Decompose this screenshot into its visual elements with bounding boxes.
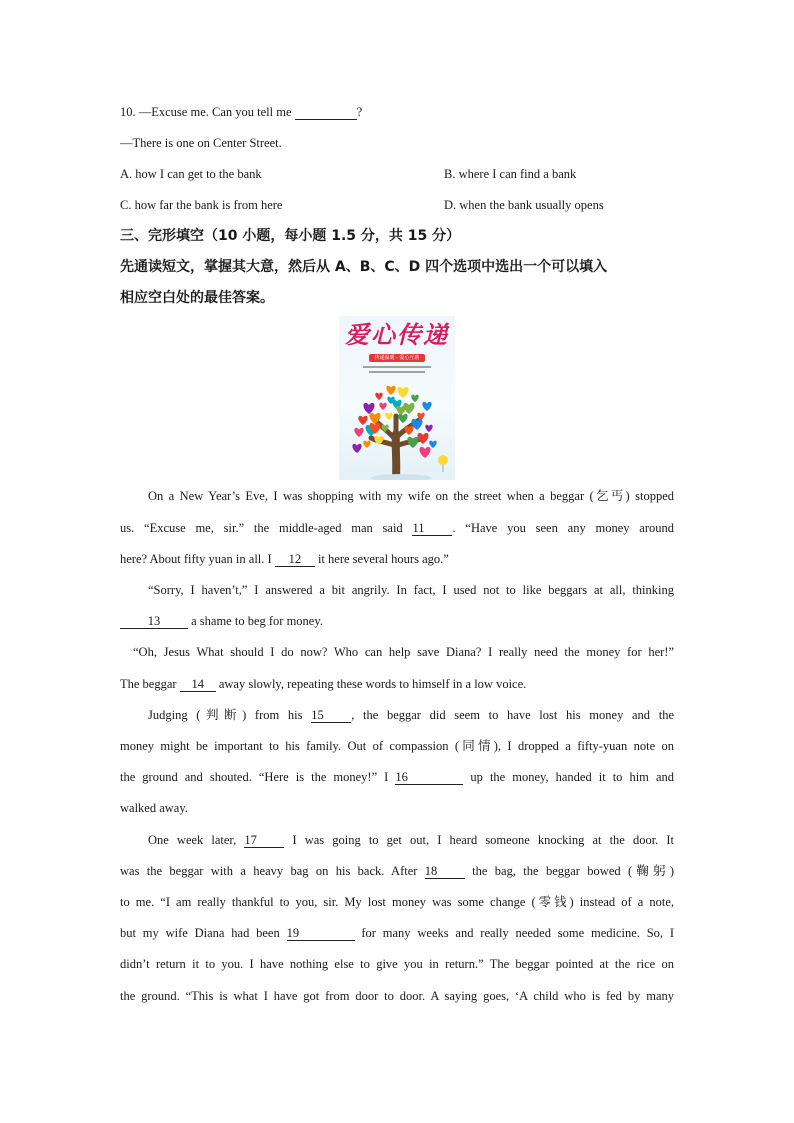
- passage-line-10: [120, 769, 674, 785]
- text-segment: was the beggar with a heavy bag on his back. After: [120, 864, 418, 878]
- text-segment: One week later,: [148, 833, 237, 847]
- section-instruction-1: 先通读短文，掌握其大意，然后从 A、B、C、D 四个选项中选出一个可以填入: [120, 259, 608, 275]
- text-segment: it here several hours ago.”: [317, 552, 449, 566]
- heart-shape: [419, 447, 430, 458]
- text-segment: , the beggar did seem to have lost his money and the: [351, 708, 675, 722]
- section-instruction-2: 相应空白处的最佳答案。: [120, 290, 274, 306]
- option-d: D. when the bank usually opens: [444, 198, 604, 212]
- passage-line-8: [148, 707, 674, 723]
- passage-line-13: [120, 863, 674, 879]
- blank-12: 12: [275, 553, 315, 567]
- poster-title: 爱心传递: [345, 320, 449, 349]
- heart-shape: [386, 386, 395, 395]
- heart-shape: [379, 403, 386, 410]
- passage-line-7: [120, 676, 526, 692]
- text-segment: the bag, the beggar bowed (鞠躬): [472, 864, 674, 878]
- blank-19: 19: [287, 927, 355, 941]
- passage-line-16: didn’t return it to you. I have nothing else to give you in return.” The beggar pointed at the rice on: [120, 957, 674, 971]
- passage-line-2: [120, 520, 674, 536]
- passage-line-4: “Sorry, I haven’t,” I answered a bit angrily. In fact, I used not to like beggars at all, thinking: [148, 583, 674, 597]
- heart-shape: [363, 403, 374, 414]
- text-segment: . “Have you seen any money around: [452, 521, 674, 535]
- text-segment: but my wife Diana had been: [120, 926, 280, 940]
- heart-tree-illustration: [339, 316, 455, 480]
- blank-13: 13: [120, 615, 188, 629]
- heart-shape: [398, 414, 407, 423]
- heart-shape: [429, 441, 436, 448]
- question-stem-text: 10. —Excuse me. Can you tell me: [120, 105, 292, 119]
- section-title: 三、完形填空（10 小题，每小题 1.5 分，共 15 分）: [120, 228, 461, 244]
- blank-11: 11: [412, 522, 452, 536]
- heart-shape: [352, 444, 361, 453]
- text-segment: here? About fifty yuan in all. I: [120, 552, 272, 566]
- blank-17: 17: [244, 834, 284, 848]
- passage-line-14: to me. “I am really thankful to you, sir. My lost money was some change (零钱) instead of a note,: [120, 895, 674, 909]
- heart-shape: [417, 433, 428, 444]
- passage-line-11: walked away.: [120, 801, 188, 815]
- blank-15: 15: [311, 709, 351, 723]
- text-segment: Judging (判断) from his: [148, 708, 303, 722]
- passage-line-17: the ground. “This is what I have got from door to door. A saying goes, ‘A child who is fed by many: [120, 989, 674, 1003]
- passage-line-15: [120, 925, 674, 941]
- heart-shape: [375, 393, 382, 400]
- heart-shape: [422, 402, 431, 411]
- answer-blank: [295, 106, 357, 120]
- text-segment: us. “Excuse me, sir.” the middle-aged man said: [120, 521, 403, 535]
- poster-banner: 传递温暖 · 爱心互助: [369, 354, 425, 362]
- text-segment: the ground and shouted. “Here is the money!” I: [120, 770, 389, 784]
- passage-line-6: “Oh, Jesus What should I do now? Who can help save Diana? I really need the money for her!”: [133, 645, 674, 659]
- blank-14: 14: [180, 678, 216, 692]
- heart-shape: [385, 413, 392, 420]
- option-b: B. where I can find a bank: [444, 167, 577, 181]
- heart-shape: [358, 416, 367, 425]
- question-10-stem: [120, 104, 362, 120]
- blank-16: 16: [395, 771, 463, 785]
- heart-shape: [397, 387, 408, 398]
- love-tree-poster: [339, 316, 455, 480]
- heart-shape: [396, 406, 405, 415]
- heart-shape: [425, 425, 432, 432]
- text-segment: up the money, handed it to him and: [470, 770, 674, 784]
- text-segment: a shame to beg for money.: [191, 614, 323, 628]
- question-10-reply: —There is one on Center Street.: [120, 136, 282, 150]
- heart-shape: [354, 428, 363, 437]
- blank-18: 18: [425, 865, 465, 879]
- option-c: C. how far the bank is from here: [120, 198, 283, 212]
- heart-shape: [363, 441, 370, 448]
- text-segment: The beggar: [120, 677, 177, 691]
- text-segment: away slowly, repeating these words to himself in a low voice.: [218, 677, 527, 691]
- text-segment: I was going to get out, I heard someone knocking at the door. It: [292, 833, 675, 847]
- passage-line-3: [120, 551, 449, 567]
- text-segment: for many weeks and really needed some medicine. So, I: [361, 926, 675, 940]
- passage-line-12: [148, 832, 674, 848]
- option-a: A. how I can get to the bank: [120, 167, 262, 181]
- passage-line-9: money might be important to his family. Out of compassion (同情), I dropped a fifty-yuan note on: [120, 739, 674, 753]
- passage-line-1: On a New Year’s Eve, I was shopping with my wife on the street when a beggar (乞丐) stopped: [148, 489, 674, 503]
- heart-shape: [411, 395, 418, 402]
- passage-line-5: [120, 613, 323, 629]
- question-mark: ?: [356, 105, 363, 119]
